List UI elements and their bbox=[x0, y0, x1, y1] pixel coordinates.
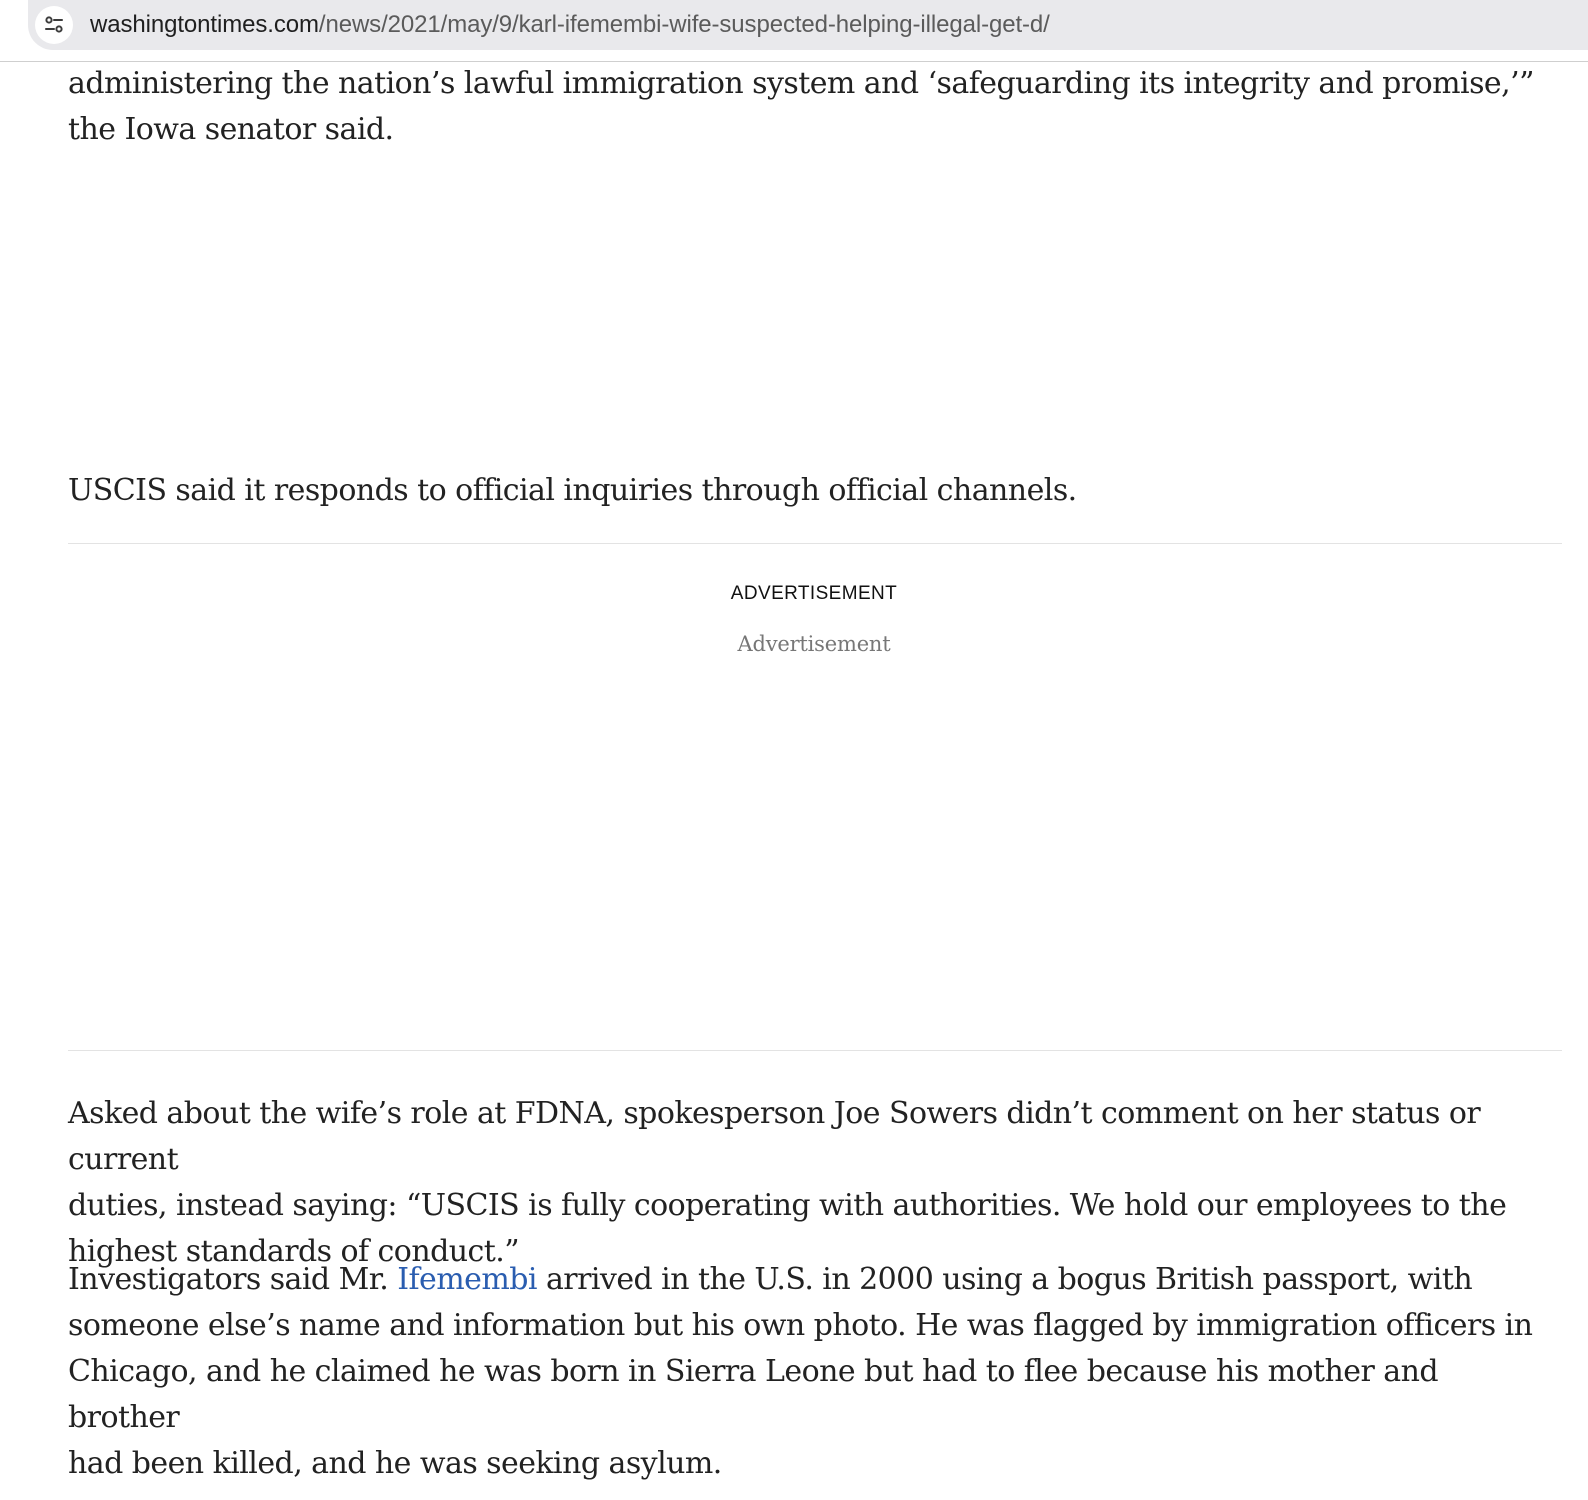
paragraph-line: Asked about the wife’s role at FDNA, spokesperson Joe Sowers didn’t comment on her status or current bbox=[68, 1096, 1481, 1177]
site-info-button[interactable] bbox=[35, 6, 73, 44]
divider bbox=[68, 1050, 1562, 1051]
paragraph-line bbox=[68, 1257, 1558, 1303]
paragraph-uscis: USCIS said it responds to official inquiries through official channels. bbox=[68, 473, 1077, 508]
url-path: /news/2021/may/9/karl-ifemembi-wife-suspected-helping-illegal-get-d/ bbox=[318, 11, 1050, 38]
paragraph-investigators bbox=[68, 1257, 1558, 1487]
paragraph-line: Chicago, and he claimed he was born in Sierra Leone but had to flee because his mother and brother bbox=[68, 1354, 1439, 1435]
url-host: washingtontimes.com bbox=[90, 11, 319, 38]
ifemembi-link[interactable]: Ifemembi bbox=[397, 1262, 537, 1297]
browser-toolbar bbox=[0, 0, 1588, 62]
advertisement-placeholder: Advertisement bbox=[737, 632, 891, 656]
text-run: Investigators said Mr. bbox=[68, 1262, 398, 1297]
paragraph-line: duties, instead saying: “USCIS is fully cooperating with authorities. We hold our employees to the bbox=[68, 1188, 1507, 1223]
address-bar[interactable] bbox=[28, 0, 1588, 50]
paragraph-line: the Iowa senator said. bbox=[68, 112, 394, 147]
paragraph-line: administering the nation’s lawful immigration system and ‘safeguarding its integrity and promise,’” bbox=[68, 66, 1534, 101]
paragraph-line: someone else’s name and information but his own photo. He was flagged by immigration officers in bbox=[68, 1308, 1533, 1343]
tune-icon bbox=[43, 14, 65, 36]
divider bbox=[68, 543, 1562, 544]
text-run: arrived in the U.S. in 2000 using a bogus British passport, with bbox=[536, 1262, 1473, 1297]
paragraph-line: highest standards of conduct.” bbox=[68, 1234, 520, 1269]
paragraph-senator bbox=[68, 61, 1558, 153]
url-text[interactable] bbox=[90, 11, 1050, 39]
paragraph-spokesperson bbox=[68, 1091, 1558, 1275]
advertisement-label: ADVERTISEMENT bbox=[730, 583, 898, 604]
paragraph-line: had been killed, and he was seeking asylum. bbox=[68, 1446, 722, 1481]
